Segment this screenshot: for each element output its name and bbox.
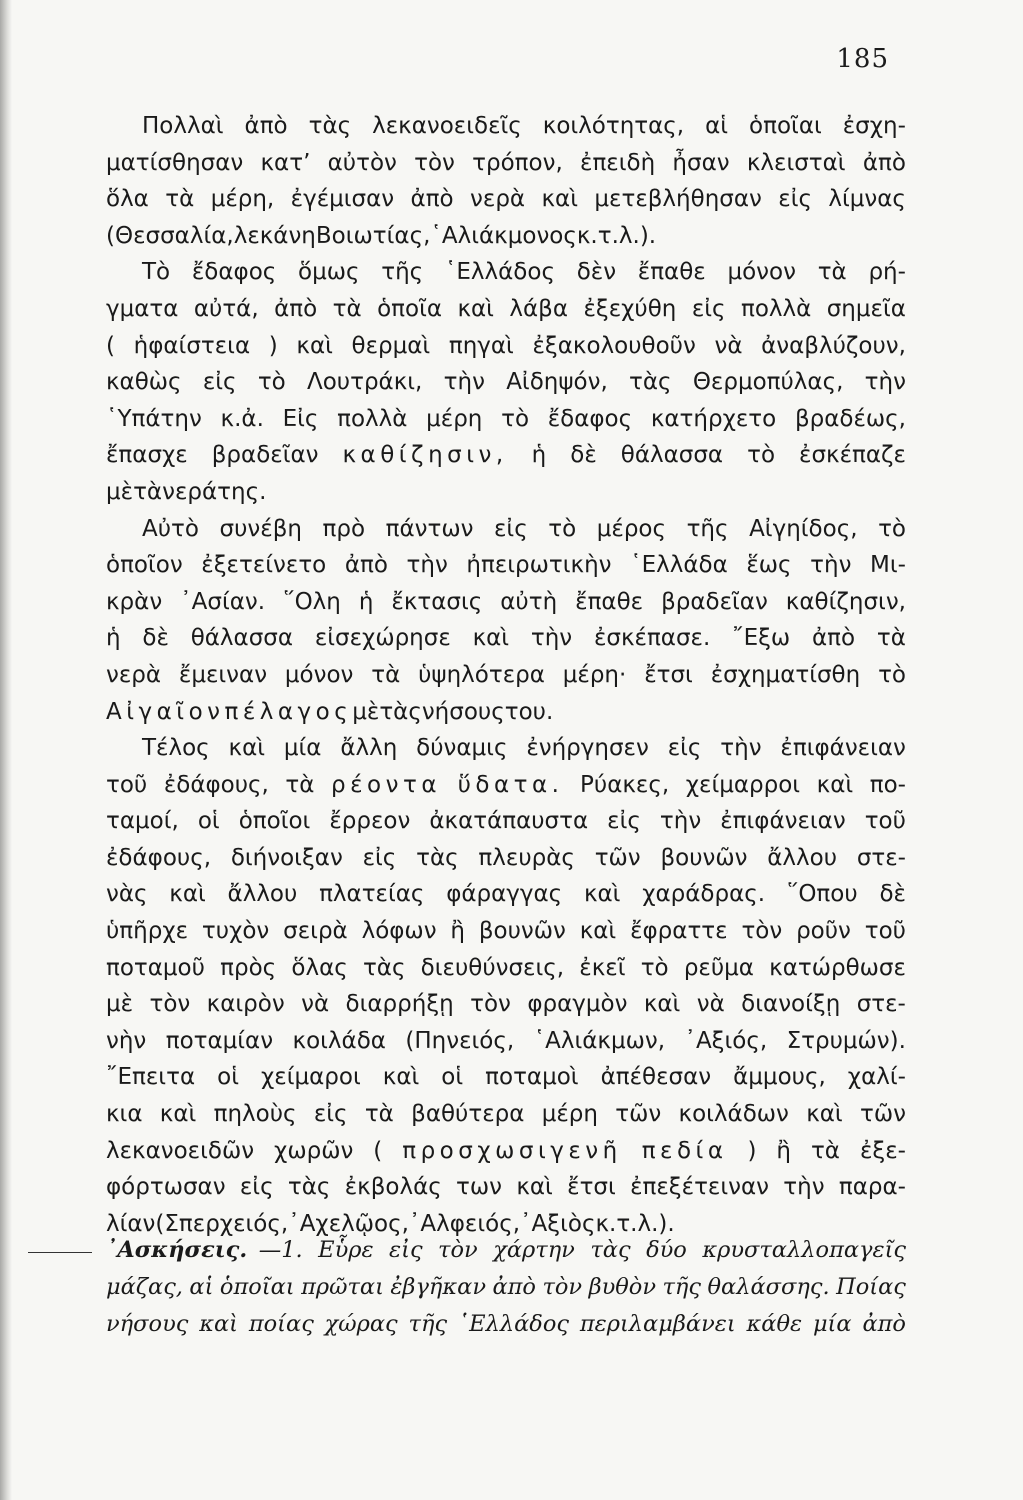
text-line: γματα αὐτά, ἀπὸ τὰ ὁποῖα καὶ λάβα ἐξεχύθη εἰς πολλὰ σημεῖα <box>106 295 906 322</box>
exercise-line: μάζας, αἱ ὁποῖαι πρῶται ἐβγῆκαν ἀπὸ τὸν βυθὸν τῆς θαλάσσης. Ποίας <box>106 1273 906 1300</box>
text-line: φόρτωσαν εἰς τὰς ἐκβολάς των καὶ ἔτσι ἐπεξέτειναν τὴν παρα- <box>106 1174 906 1201</box>
text-line: νερὰ ἔμειναν μόνον τὰ ὑψηλότερα μέρη· ἔτσι ἐσχηματίσθη τὸ <box>106 661 906 688</box>
text-line: Πολλαὶ ἀπὸ τὰς λεκανοειδεῖς κοιλότητας, αἱ ὁποῖαι ἐσχη- <box>142 113 906 139</box>
page-number: 185 <box>836 44 889 74</box>
text-line: λίαν ( Σπερχειός, ᾿Αχελῷος, ᾿Αλφειός, ᾿Αξιὸς κ.τ.λ. ). <box>106 1210 675 1237</box>
text-line: Τέλος καὶ μία ἄλλη δύναμις ἐνήργησεν εἰς τὴν ἐπιφάνειαν <box>142 735 906 762</box>
text-line: ταμοί, οἱ ὁποῖοι ἔρρεον ἀκατάπαυστα εἰς τὴν ἐπιφάνειαν τοῦ <box>106 808 906 835</box>
text-line: κρὰν ᾿Ασίαν. ῞Ολη ἡ ἔκτασις αὐτὴ ἔπαθε βραδεῖαν καθίζησιν, <box>106 588 906 615</box>
page-binding-edge <box>0 0 12 1500</box>
body-text <box>106 108 906 1242</box>
exercises-section <box>106 1232 906 1342</box>
exercise-line: ᾿Ασκήσεις. —1. Εὗρε εἰς τὸν χάρτην τὰς δύο κρυσταλλοπαγεῖς <box>106 1232 906 1269</box>
text-line: ὑπῆρχε τυχὸν σειρὰ λόφων ἢ βουνῶν καὶ ἔφραττε τὸν ροῦν τοῦ <box>106 918 906 945</box>
text-line: ἡ δὲ θάλασσα εἰσεχώρησε καὶ τὴν ἐσκέπασε. ῎Εξω ἀπὸ τὰ <box>106 625 906 652</box>
text-line: ὅλα τὰ μέρη, ἐγέμισαν ἀπὸ νερὰ καὶ μετεβλήθησαν εἰς λίμνας <box>106 186 906 213</box>
text-line: ἐδάφους, διήνοιξαν εἰς τὰς πλευρὰς τῶν βουνῶν ἄλλου στε- <box>106 844 906 871</box>
text-line: νὰς καὶ ἄλλου πλατείας φάραγγας καὶ χαράδρας. ῞Οπου δὲ <box>106 881 906 908</box>
text-line: ματίσθησαν κατ’ αὐτὸν τὸν τρόπον, ἐπειδὴ ἦσαν κλεισταὶ ἀπὸ <box>106 149 906 176</box>
text-line: ὁποῖον ἐξετείνετο ἀπὸ τὴν ἠπειρωτικὴν ῾Ελλάδα ἕως τὴν Μι- <box>106 552 906 579</box>
text-line: ῾Υπάτην κ.ἀ. Εἰς πολλὰ μέρη τὸ ἔδαφος κατήρχετο βραδέως, <box>106 405 906 432</box>
exercise-heading: ᾿Ασκήσεις. <box>106 1237 248 1263</box>
text-line: τοῦ ἐδάφους, τὰ ρέοντα ὕδατα. Ρύακες, χείμαρροι καὶ πο- <box>106 771 906 798</box>
text-line: Αἰγαῖον πέλαγος μὲ τὰς νήσους του. <box>106 698 554 725</box>
text-line: Τὸ ἔδαφος ὅμως τῆς ῾Ελλάδος δὲν ἔπαθε μόνον τὰ ρή- <box>142 259 906 286</box>
text-line: καθὼς εἰς τὸ Λουτράκι, τὴν Αἰδηψόν, τὰς Θερμοπύλας, τὴν <box>106 369 906 396</box>
text-line: Αὐτὸ συνέβη πρὸ πάντων εἰς τὸ μέρος τῆς Αἰγηίδος, τὸ <box>142 515 906 542</box>
text-line: ποταμοῦ πρὸς ὅλας τὰς διευθύνσεις, ἐκεῖ τὸ ρεῦμα κατώρθωσε <box>106 954 906 981</box>
exercise-line: νήσους καὶ ποίας χώρας τῆς ῾Ελλάδος περιλαμβάνει κάθε μία ἀπὸ <box>106 1310 906 1337</box>
text-line: ( ἡφαίστεια ) καὶ θερμαὶ πηγαὶ ἐξακολουθοῦν νὰ ἀναβλύζουν, <box>106 332 906 359</box>
text-line: κια καὶ πηλοὺς εἰς τὰ βαθύτερα μέρη τῶν κοιλάδων καὶ τῶν <box>106 1101 906 1128</box>
text-line: μὲ τὸν καιρὸν νὰ διαρρήξῃ τὸν φραγμὸν καὶ νὰ διανοίξῃ στε- <box>106 991 906 1018</box>
text-line: μὲ τὰ νερά της. <box>106 478 267 505</box>
text-line: ῎Επειτα οἱ χείμαροι καὶ οἱ ποταμοὶ ἀπέθεσαν ἄμμους, χαλί- <box>106 1064 906 1091</box>
text-line: ἔπασχε βραδεῖαν καθίζησιν, ἡ δὲ θάλασσα τὸ ἐσκέπαζε <box>106 442 906 469</box>
text-line: ( Θεσσαλία, λεκάνη Βοιωτίας, ῾Αλιάκμονος κ.τ.λ. ). <box>106 222 657 249</box>
text-line: νὴν ποταμίαν κοιλάδα (Πηνειός, ῾Αλιάκμων, ᾿Αξιός, Στρυμών). <box>106 1027 906 1054</box>
text-line: λεκανοειδῶν χωρῶν ( προσχωσιγενῆ πεδία ) ἢ τὰ ἐξε- <box>106 1137 906 1164</box>
exercise-dash <box>28 1252 92 1253</box>
